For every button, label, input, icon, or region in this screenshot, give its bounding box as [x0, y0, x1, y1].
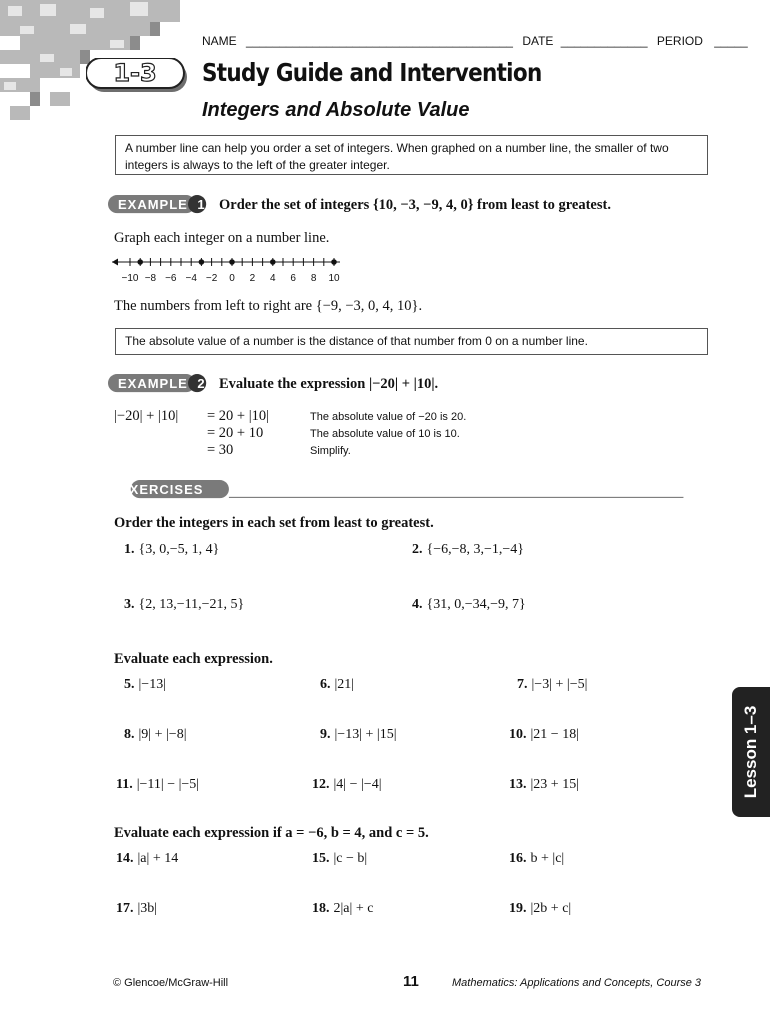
example-1-title: Order the set of integers {10, −3, −9, 4, 0} from least to greatest.: [219, 197, 611, 213]
exercise-2: 2. {−6,−8, 3,−1,−4}: [412, 542, 525, 557]
exercise-5: 5. |−13|: [124, 677, 167, 692]
page-subtitle: Integers and Absolute Value: [202, 99, 470, 121]
exercise-15: 15. |c − b|: [312, 851, 368, 866]
example-2-label: EXAMPLE: [118, 376, 188, 391]
number-line-point: [199, 259, 205, 265]
period-label: PERIOD: [656, 34, 703, 48]
intro-text: A number line can help you order a set of integers. When graphed on a number line, the smaller of two integers is always to the left of the greater integer.: [125, 141, 669, 172]
date-label: DATE: [522, 34, 554, 48]
number-line-tick-label: 2: [249, 273, 256, 284]
lesson-side-tab-label: Lesson 1–3: [741, 705, 760, 799]
header-fields: [202, 34, 748, 48]
example-1-result: The numbers from left to right are {−9, −3, 0, 4, 10}.: [114, 298, 423, 314]
exercise-14: 14. |a| + 14: [116, 851, 179, 866]
step-1-note: The absolute value of −20 is 20.: [310, 411, 467, 423]
lesson-number-tab: [86, 58, 190, 94]
intro-box: [115, 135, 708, 175]
number-line-tick-label: 4: [270, 273, 276, 284]
exercise-19: 19. |2b + c|: [509, 901, 572, 916]
example-2-number: 2: [197, 376, 205, 391]
exercise-6: 6. |21|: [320, 677, 355, 692]
page-title: Study Guide and Intervention: [202, 58, 542, 87]
step-1-rhs: = 20 + |10|: [207, 408, 270, 424]
example-1-label: EXAMPLE: [118, 197, 188, 212]
step-1-lhs: |−20| + |10|: [114, 408, 179, 424]
exercise-17: 17. |3b|: [116, 901, 158, 916]
number-line-arrow-left: [112, 259, 118, 266]
exercise-10: 10. |21 − 18|: [509, 727, 580, 742]
footer-page-number: 11: [403, 973, 419, 990]
name-field[interactable]: ________________________________________: [246, 34, 513, 48]
number-line-point: [137, 259, 143, 265]
step-3-note: Simplify.: [310, 445, 351, 457]
step-2-rhs: = 20 + 10: [207, 425, 264, 441]
step-2-note: The absolute value of 10 is 10.: [310, 428, 460, 440]
number-line: [110, 252, 340, 286]
example-1-number: 1: [197, 197, 205, 212]
footer-copyright: © Glencoe/McGraw-Hill: [113, 977, 229, 989]
exercise-3: 3. {2, 13,−11,−21, 5}: [124, 597, 245, 612]
section-3-heading: Evaluate each expression if a = −6, b = 4, and c = 5.: [114, 825, 429, 841]
lesson-side-tab: [732, 687, 770, 817]
number-line-tick-label: 0: [229, 273, 235, 284]
section-1-heading: Order the integers in each set from least to greatest.: [114, 515, 434, 531]
number-line-point: [229, 259, 235, 265]
exercise-7: 7. |−3| + |−5|: [517, 677, 588, 692]
number-line-tick-label: 6: [290, 273, 296, 284]
name-label: NAME: [202, 34, 237, 48]
number-line-tick-label: 8: [310, 273, 317, 284]
exercise-12: 12. |4| − |−4|: [312, 777, 382, 792]
exercise-8: 8. |9| + |−8|: [124, 727, 187, 742]
exercise-4: 4. {31, 0,−34,−9, 7}: [412, 597, 526, 612]
exercises-label: EXERCISES: [120, 482, 204, 497]
absolute-value-text: The absolute value of a number is the distance of that number from 0 on a number line.: [125, 334, 588, 348]
step-3-rhs: = 30: [207, 442, 234, 458]
number-line-point: [270, 259, 276, 265]
exercise-16: 16. b + |c|: [509, 851, 565, 866]
exercise-11: 11. |−11| − |−5|: [116, 777, 200, 792]
number-line-tick-label: −4: [185, 273, 197, 284]
number-line-tick-label: −6: [165, 273, 177, 284]
footer-book-title: Mathematics: Applications and Concepts, Course 3: [452, 977, 702, 989]
exercise-1: 1. {3, 0,−5, 1, 4}: [124, 542, 220, 557]
date-field[interactable]: _____________: [560, 34, 648, 48]
number-line-tick-label: 10: [328, 273, 340, 284]
exercise-13: 13. |23 + 15|: [509, 777, 580, 792]
number-line-tick-label: −2: [205, 273, 218, 284]
number-line-point: [331, 259, 337, 265]
absolute-value-box: [115, 328, 708, 355]
period-field[interactable]: _____: [714, 34, 748, 48]
example-2-title: Evaluate the expression |−20| + |10|.: [219, 376, 439, 392]
example-1-instruction: Graph each integer on a number line.: [114, 230, 330, 246]
section-2-heading: Evaluate each expression.: [114, 651, 273, 667]
number-line-tick-label: −10: [121, 273, 139, 284]
exercise-18: 18. 2|a| + c: [312, 901, 374, 916]
number-line-tick-label: −8: [144, 273, 157, 284]
lesson-number: 1-3: [113, 59, 157, 87]
exercise-9: 9. |−13| + |15|: [320, 727, 397, 742]
